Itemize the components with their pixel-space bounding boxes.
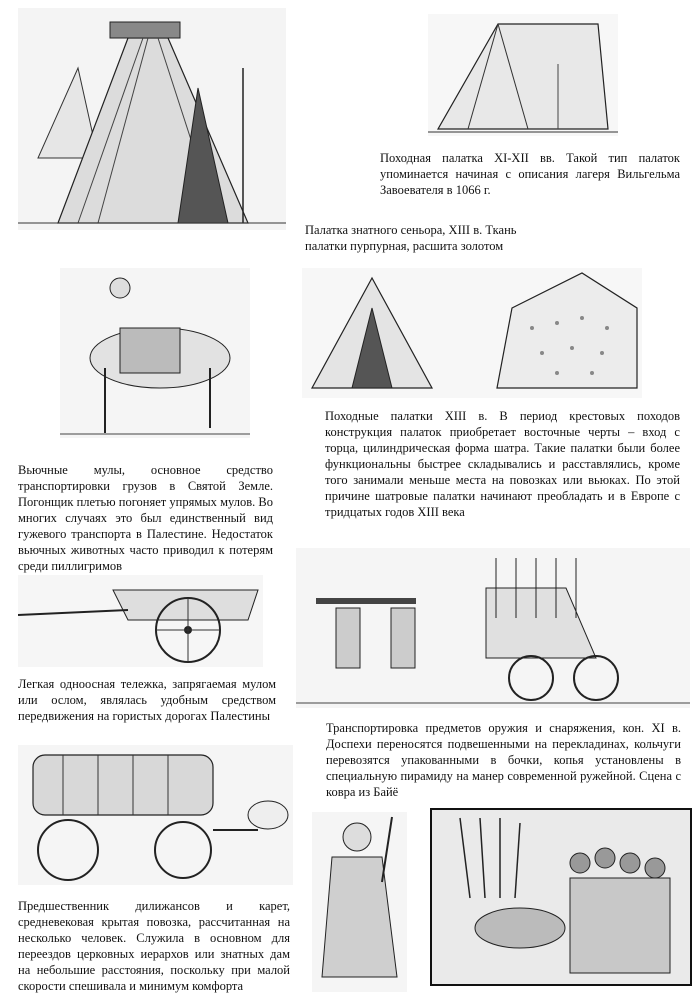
caption-cart: Легкая одноосная тележка, запрягаемая мулом или ослом, являлась удобным средством передвижения на гористых дорогах Палестины — [18, 677, 276, 723]
caption-tents-xiii: Походные палатки XIII в. В период крестовых походов конструкция палаток приобретает восточные черты – вход с торца, цилиндрическая форма шатра. Такие палатки были более функциональны быстрее складывались и расставлялись, кроме того занимали меньше места на повозках или вьюках. По этой причине шатровые палатки начинают преобладать и в Европе с тридцатых годов XIII века — [325, 409, 680, 519]
covered-wagon-illustration — [18, 745, 293, 885]
pilgrim-illustration — [312, 812, 407, 992]
caption-bayeux: Транспортировка предметов оружия и снаряжения, кон. XI в. Доспехи переносятся подвешенными на перекладинах, кольчуги перевозятся упакованными в бочки, копья установлены в специальную пирамиду на манер современной ружейной. Сцена с ковра из Байё — [326, 721, 681, 799]
caption-noble-tent: Палатка знатного сеньора, XIII в. Ткань палатки пурпурная, расшита золотом — [305, 223, 517, 253]
pack-mules-drawing — [60, 268, 250, 438]
caption-mules: Вьючные мулы, основное средство транспортировки грузов в Святой Земле. Погонщик плетью погоняет упрямых мулов. Во многих случаях это был единственный вид гужевого транспорта в Палестине. Недостаток вьючных животных часто приводил к потерям среди пиллигримов — [18, 463, 273, 573]
caption-tent-xi-xii: Походная палатка XI-XII вв. Такой тип палаток упоминается начиная с описания лагеря Вильгельма Завоевателя в 1066 г. — [380, 151, 680, 197]
light-cart-drawing — [18, 575, 263, 667]
noble-tent-illustration — [18, 8, 286, 230]
field-tent-xi-xii-illustration — [428, 14, 618, 136]
bayeux-transport-drawing — [296, 548, 690, 708]
noble-tent-drawing — [18, 8, 286, 230]
crusaders-woodcut-drawing — [430, 808, 692, 986]
pilgrim-drawing — [312, 812, 407, 992]
pack-mules-illustration — [60, 268, 250, 438]
bayeux-transport-illustration — [296, 548, 690, 708]
crusaders-woodcut-illustration — [430, 808, 692, 986]
caption-wagon: Предшественник дилижансов и карет, средневековая крытая повозка, рассчитанная на несколько человек. Служила в основном для переездов церковных иерархов или знатных дам на небольшие расстояния, поскольку при малой скорости спешивала и минимум комфорта — [18, 899, 290, 993]
tents-xiii-drawing — [302, 268, 642, 398]
covered-wagon-drawing — [18, 745, 293, 885]
light-cart-illustration — [18, 575, 263, 667]
tents-xiii-illustration — [302, 268, 642, 398]
field-tent-drawing — [428, 14, 618, 136]
